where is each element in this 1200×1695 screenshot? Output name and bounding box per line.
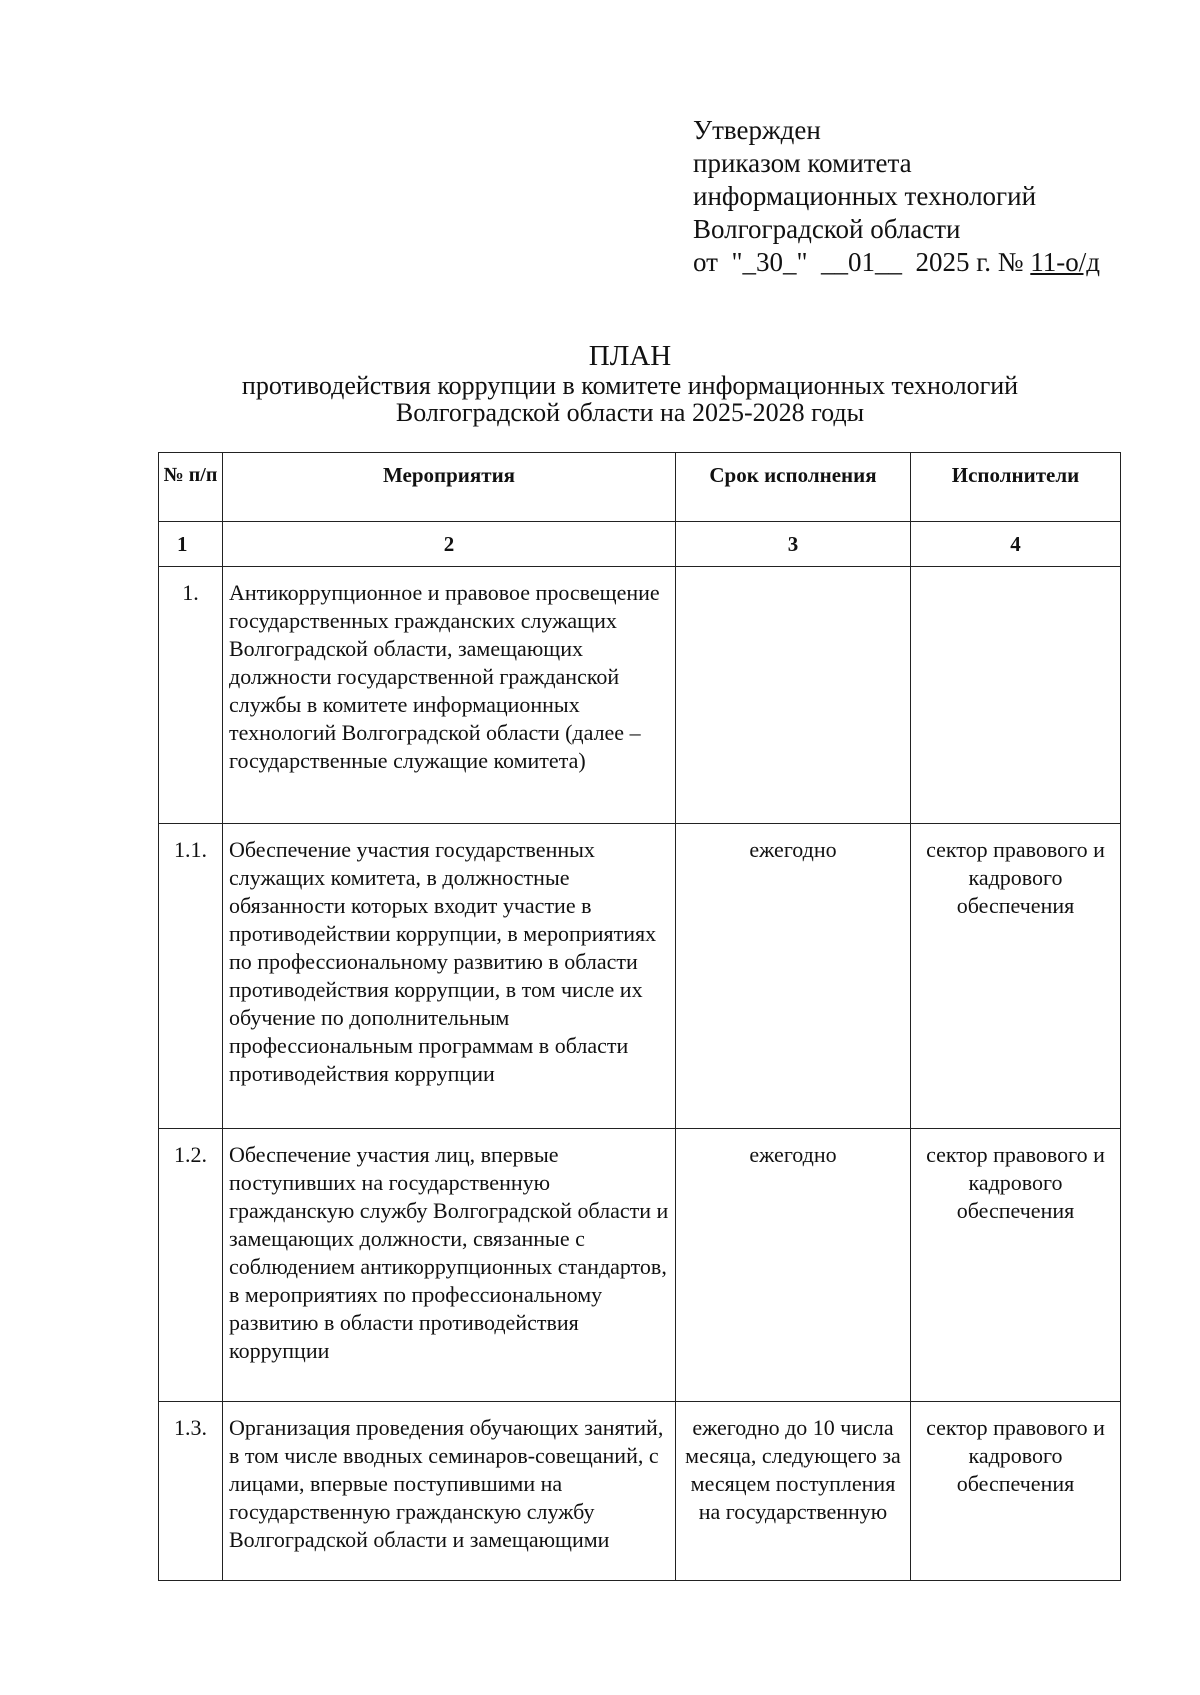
title-subtitle-2: Волгоградской области на 2025-2028 годы (395, 398, 865, 427)
order-number: 11-о/д (1030, 247, 1101, 277)
row-number: 1.1. (159, 824, 223, 1129)
date-year: 2025 г. № (915, 247, 1024, 277)
row-term: ежегодно (676, 824, 911, 1129)
row-executor (911, 567, 1121, 824)
table-row (159, 1129, 1121, 1402)
index-cell: 2 (223, 522, 676, 567)
row-executor: сектор правового и кадрового обеспечения (911, 1129, 1121, 1402)
row-term (676, 567, 911, 824)
date-day: "_30_" (731, 247, 808, 277)
approval-block (693, 114, 1100, 279)
index-cell: 1 (159, 522, 223, 567)
row-number: 1.3. (159, 1402, 223, 1581)
row-term: ежегодно до 10 числа месяца, следующего за месяцем поступления на государственную (676, 1402, 911, 1581)
table-header-row (159, 453, 1121, 522)
header-num: № п/п (159, 453, 223, 522)
table-row (159, 824, 1121, 1129)
index-cell: 3 (676, 522, 911, 567)
row-executor: сектор правового и кадрового обеспечения (911, 1402, 1121, 1581)
approval-line-2: приказом комитета (693, 148, 912, 178)
table-row (159, 567, 1121, 824)
row-measure: Обеспечение участия государственных служащих комитета, в должностные обязанности которых входит участие в противодействии коррупции, в мероприятиях по профессиональному развитию в области противодействия коррупции, в том числе их обучение по дополнительным профессиональным программам в области противодействия коррупции (223, 824, 676, 1129)
row-measure: Обеспечение участия лиц, впервые поступивших на государственную гражданскую службу Волгоградской области и замещающих должности, связанные с соблюдением антикоррупционных стандартов, в мероприятиях по профессиональному развитию в области противодействия коррупции (223, 1129, 676, 1402)
row-number: 1. (159, 567, 223, 824)
index-cell: 4 (911, 522, 1121, 567)
plan-table (158, 452, 1121, 1581)
row-measure: Организация проведения обучающих занятий, в том числе вводных семинаров-совещаний, с лицами, впервые поступившими на государственную гражданскую службу Волгоградской области и замещающими (223, 1402, 676, 1581)
approval-date-line (693, 246, 1100, 279)
title-main: ПЛАН (588, 340, 672, 372)
header-executors: Исполнители (911, 453, 1121, 522)
table-row (159, 1402, 1121, 1581)
title-subtitle-1: противодействия коррупции в комитете информационных технологий (241, 371, 1019, 400)
date-prefix: от (693, 247, 718, 277)
header-term: Срок исполнения (676, 453, 911, 522)
row-executor: сектор правового и кадрового обеспечения (911, 824, 1121, 1129)
row-number: 1.2. (159, 1129, 223, 1402)
row-term: ежегодно (676, 1129, 911, 1402)
approval-line-3: информационных технологий (693, 181, 1037, 211)
approval-line-4: Волгоградской области (693, 214, 961, 244)
header-measures: Мероприятия (223, 453, 676, 522)
row-measure: Антикоррупционное и правовое просвещение государственных гражданских служащих Волгоградской области, замещающих должности государственной гражданской службы в комитете информационных технологий Волгоградской области (далее – государственные служащие комитета) (223, 567, 676, 824)
column-index-row (159, 522, 1121, 567)
approval-line-1: Утвержден (693, 115, 821, 145)
document-title (150, 340, 1110, 426)
date-month: __01__ (821, 247, 902, 277)
